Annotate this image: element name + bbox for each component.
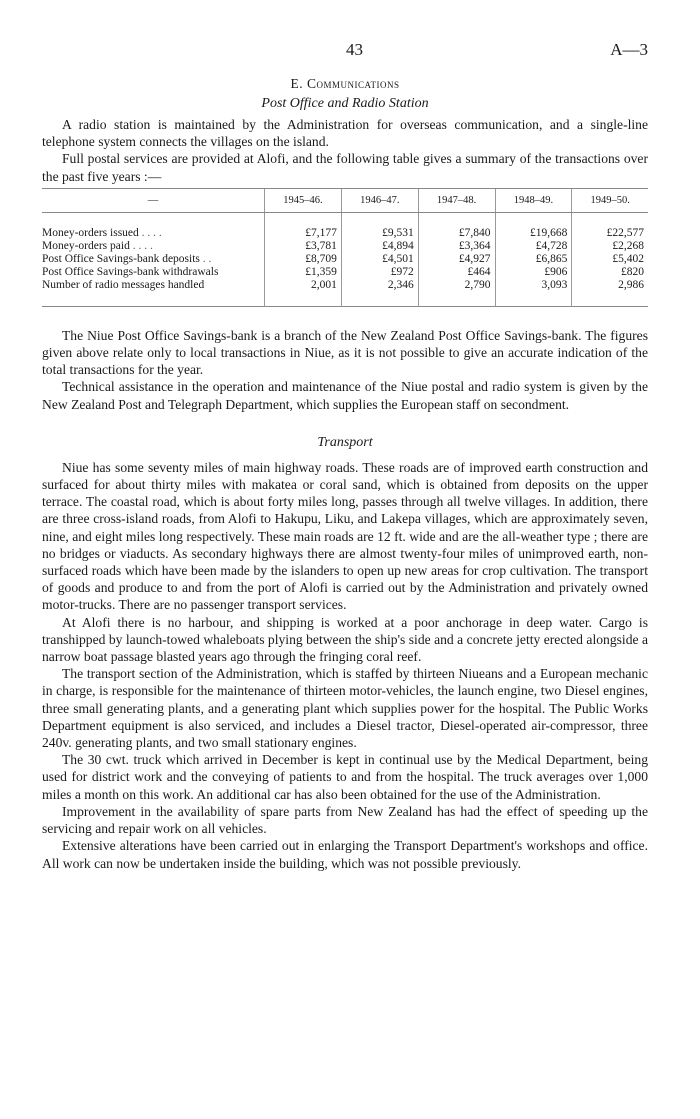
column-header: 1948–49.: [495, 188, 572, 212]
table-cell: £3,364: [418, 240, 495, 253]
table-cell: £3,781: [265, 240, 342, 253]
paragraph: The 30 cwt. truck which arrived in December is kept in continual use by the Medical Department, being used for district work and the conveying of patients to and from the hospital. The truck averages over 1,000 miles a month on this work. An additional car has also been obtained for the use of the Administration.: [42, 752, 648, 802]
table-row: [42, 240, 648, 253]
table-cell: £4,501: [341, 253, 418, 266]
column-header: —: [42, 188, 265, 212]
table-row: [42, 266, 648, 279]
table-row: [42, 212, 648, 240]
table-row: [42, 253, 648, 266]
table-cell: £1,359: [265, 266, 342, 279]
page-header: [42, 40, 648, 76]
dot-leader: . .: [202, 252, 212, 265]
row-label: [42, 266, 265, 279]
row-label: [42, 212, 265, 240]
table-cell: £19,668: [495, 212, 572, 240]
paragraph: A radio station is maintained by the Administration for overseas communication, and a single-line telephone system connects the villages on the island.: [42, 117, 648, 150]
paragraph: Technical assistance in the operation and maintenance of the Niue postal and radio system is given by the New Zealand Post and Telegraph Department, which supplies the European staff on secondment.: [42, 379, 648, 412]
table-cell: 2,790: [418, 279, 495, 307]
table-cell: £4,894: [341, 240, 418, 253]
transactions-table: [42, 188, 648, 307]
row-label-text: Number of radio messages handled: [42, 278, 205, 291]
document-reference: A—3: [610, 40, 648, 59]
dot-leader: . . . .: [132, 239, 153, 252]
table-cell: 2,986: [572, 279, 648, 307]
table-header-row: [42, 188, 648, 212]
table-cell: 2,346: [341, 279, 418, 307]
table-cell: £22,577: [572, 212, 648, 240]
table-cell: £464: [418, 266, 495, 279]
column-header: 1949–50.: [572, 188, 648, 212]
paragraph: Niue has some seventy miles of main highway roads. These roads are of improved earth construction and surfaced for about thirty miles with makatea or coral sand, which is obtained from deposits on the upper terrace. The coastal road, which is about forty miles long, passes through all twelve villages. In addition, there are three cross-island roads, from Alofi to Hakupu, Liku, and Lakepa villages, which are approximately seven, nine, and eight miles long respectively. These main roads are 12 ft. wide and are the all-weather type ; there are no bridges or viaducts. As secondary highways there are almost twenty-four miles of unimproved earth, non-surfaced roads which have been made by the islanders to open up new areas for crop cultivation. The transport of goods and produce to and from the port of Alofi is carried out by the Administration and privately owned motor-trucks. There are no passenger transport services.: [42, 459, 648, 613]
table-cell: £5,402: [572, 253, 648, 266]
table-cell: £7,840: [418, 212, 495, 240]
subsection-title-transport: Transport: [317, 434, 373, 450]
paragraph: Full postal services are provided at Alofi, and the following table gives a summary of the transactions over the past five years :—: [42, 151, 648, 184]
row-label-text: Post Office Savings-bank withdrawals: [42, 265, 219, 278]
dot-leader: . . . .: [141, 226, 162, 239]
table-cell: £972: [341, 266, 418, 279]
table-row: [42, 279, 648, 307]
table-cell: £6,865: [495, 253, 572, 266]
paragraph: The Niue Post Office Savings-bank is a branch of the New Zealand Post Office Savings-bank. The figures given above relate only to local transactions in Niue, as it is not possible to give an accurate indication of the total transactions for the year.: [42, 327, 648, 378]
column-header: 1946–47.: [341, 188, 418, 212]
page-number: 43: [346, 40, 363, 59]
table-cell: £9,531: [341, 212, 418, 240]
table-cell: £7,177: [265, 212, 342, 240]
column-header: 1947–48.: [418, 188, 495, 212]
table-cell: £906: [495, 266, 572, 279]
table-cell: 2,001: [265, 279, 342, 307]
paragraph: Improvement in the availability of spare parts from New Zealand has had the effect of speeding up the servicing and repair work on all vehicles.: [42, 803, 648, 837]
table-cell: £8,709: [265, 253, 342, 266]
row-label-text: Post Office Savings-bank deposits: [42, 252, 200, 265]
row-label: [42, 279, 265, 307]
table-cell: £4,728: [495, 240, 572, 253]
row-label-text: Money-orders issued: [42, 226, 139, 239]
table-cell: 3,093: [495, 279, 572, 307]
table-cell: £4,927: [418, 253, 495, 266]
paragraph: At Alofi there is no harbour, and shipping is worked at a poor anchorage in deep water. Cargo is transhipped by launch-towed whaleboats plying between the ship's side and a concrete jetty erected alongside a narrow boat passage blasted years ago through the fringing coral reef.: [42, 614, 648, 665]
row-label: [42, 253, 265, 266]
table-cell: £820: [572, 266, 648, 279]
paragraph: Extensive alterations have been carried out in enlarging the Transport Department's workshops and office. All work can now be undertaken inside the building, which was not possible previously.: [42, 838, 648, 871]
subsection-title-post-office: Post Office and Radio Station: [261, 96, 429, 111]
section-title: E. Communications: [290, 76, 400, 91]
row-label: [42, 240, 265, 253]
row-label-text: Money-orders paid: [42, 239, 130, 252]
column-header: 1945–46.: [265, 188, 342, 212]
paragraph: The transport section of the Administration, which is staffed by thirteen Niueans and a European mechanic in charge, is responsible for the maintenance of thirteen motor-vehicles, the launch engine, two Diesel engines, three small generating plants, and a generating plant which supplies power for the hospital. The Public Works Department equipment is also serviced, and includes a Diesel tractor, Diesel-operated air-compressor, three 240v. generating plants, and two small stationary engines.: [42, 666, 648, 751]
table-cell: £2,268: [572, 240, 648, 253]
